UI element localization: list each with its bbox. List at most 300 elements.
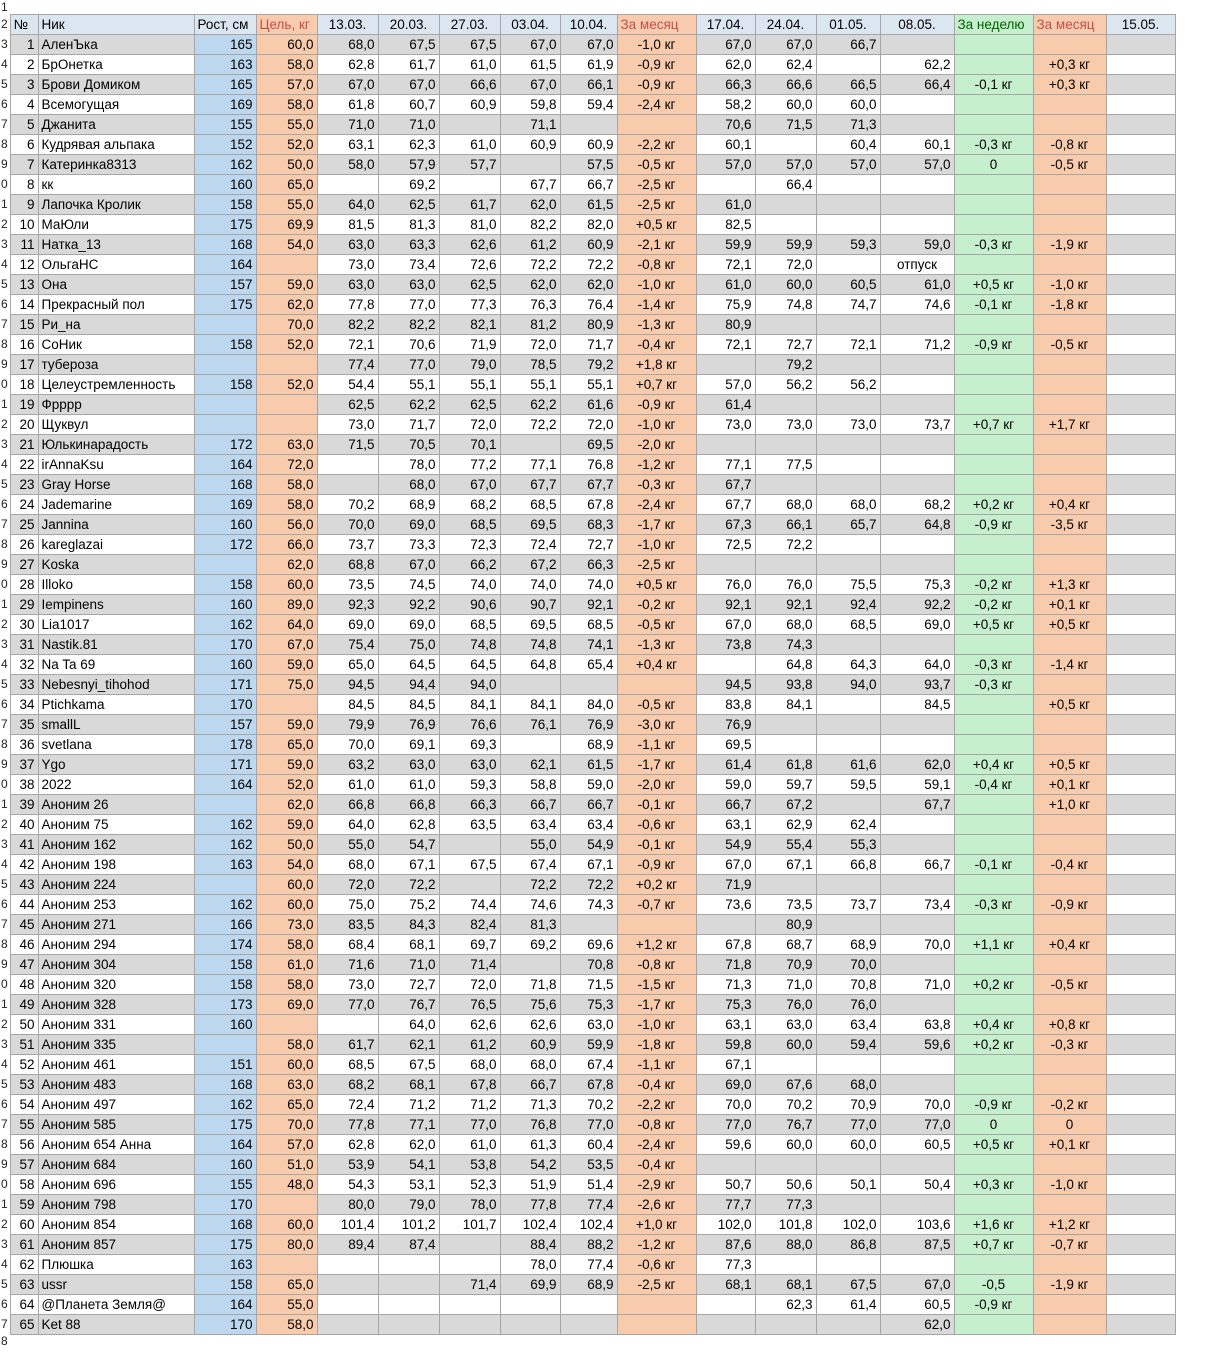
cell-weight[interactable]: 71,5 bbox=[755, 114, 816, 134]
cell-nick[interactable]: БрОнетка bbox=[38, 54, 194, 74]
cell-weight[interactable] bbox=[500, 734, 560, 754]
cell-weight[interactable]: 61,7 bbox=[317, 1034, 378, 1054]
cell-nick[interactable]: Аноним 798 bbox=[38, 1194, 194, 1214]
cell-weight[interactable]: 64,5 bbox=[378, 654, 439, 674]
cell-weight[interactable] bbox=[880, 914, 954, 934]
cell-weight[interactable] bbox=[378, 1294, 439, 1314]
cell-weight[interactable]: 73,0 bbox=[696, 414, 755, 434]
row-number[interactable]: 3 bbox=[0, 1034, 10, 1054]
cell-weight[interactable] bbox=[378, 1254, 439, 1274]
cell-height[interactable]: 152 bbox=[194, 134, 256, 154]
cell-week-change[interactable]: -0,5 bbox=[954, 1274, 1033, 1294]
cell-weight[interactable]: 62,0 bbox=[880, 754, 954, 774]
cell-week-change[interactable] bbox=[954, 394, 1033, 414]
cell-weight[interactable]: 65,7 bbox=[816, 514, 880, 534]
cell-nick[interactable]: Катеринка8313 bbox=[38, 154, 194, 174]
cell-goal[interactable]: 60,0 bbox=[256, 874, 317, 894]
cell-height[interactable] bbox=[194, 394, 256, 414]
cell-week-change[interactable] bbox=[954, 1054, 1033, 1074]
cell-num[interactable]: 32 bbox=[10, 654, 38, 674]
cell-month-change[interactable]: -1,0 кг bbox=[617, 274, 696, 294]
cell-month-change-2[interactable] bbox=[1033, 314, 1106, 334]
cell-weight[interactable] bbox=[816, 194, 880, 214]
cell-weight[interactable] bbox=[317, 1314, 378, 1334]
cell-weight[interactable]: 69,0 bbox=[880, 614, 954, 634]
cell-weight[interactable]: 55,1 bbox=[439, 374, 500, 394]
cell-weight[interactable]: 74,5 bbox=[378, 574, 439, 594]
cell-weight[interactable]: 64,8 bbox=[755, 654, 816, 674]
cell-weight[interactable] bbox=[1106, 34, 1175, 54]
cell-weight[interactable]: 78,0 bbox=[378, 454, 439, 474]
cell-weight[interactable] bbox=[1106, 254, 1175, 274]
cell-weight[interactable]: 50,1 bbox=[816, 1174, 880, 1194]
cell-month-change-2[interactable] bbox=[1033, 914, 1106, 934]
cell-weight[interactable]: 88,4 bbox=[500, 1234, 560, 1254]
cell-num[interactable]: 1 bbox=[10, 34, 38, 54]
cell-weight[interactable]: 60,1 bbox=[696, 134, 755, 154]
cell-weight[interactable]: 74,0 bbox=[500, 574, 560, 594]
cell-nick[interactable]: Аноним 224 bbox=[38, 874, 194, 894]
cell-weight[interactable] bbox=[880, 94, 954, 114]
cell-weight[interactable]: 72,1 bbox=[317, 334, 378, 354]
cell-weight[interactable] bbox=[816, 534, 880, 554]
cell-weight[interactable] bbox=[317, 1254, 378, 1274]
cell-weight[interactable]: 66,7 bbox=[560, 794, 617, 814]
cell-weight[interactable]: 69,7 bbox=[439, 934, 500, 954]
cell-weight[interactable]: 67,7 bbox=[696, 474, 755, 494]
cell-height[interactable]: 168 bbox=[194, 474, 256, 494]
cell-month-change-2[interactable]: +0,4 кг bbox=[1033, 934, 1106, 954]
cell-num[interactable]: 59 bbox=[10, 1194, 38, 1214]
cell-month-change[interactable]: -2,5 кг bbox=[617, 1274, 696, 1294]
cell-weight[interactable]: 71,0 bbox=[378, 954, 439, 974]
cell-week-change[interactable]: -0,4 кг bbox=[954, 774, 1033, 794]
cell-num[interactable]: 9 bbox=[10, 194, 38, 214]
cell-goal[interactable]: 70,0 bbox=[256, 1114, 317, 1134]
cell-weight[interactable]: 66,6 bbox=[755, 74, 816, 94]
cell-month-change-2[interactable] bbox=[1033, 734, 1106, 754]
cell-weight[interactable]: 60,9 bbox=[560, 234, 617, 254]
row-number[interactable]: 4 bbox=[0, 454, 10, 474]
cell-weight[interactable]: 69,5 bbox=[560, 434, 617, 454]
cell-week-change[interactable] bbox=[954, 54, 1033, 74]
cell-weight[interactable]: 77,0 bbox=[816, 1114, 880, 1134]
cell-weight[interactable] bbox=[1106, 214, 1175, 234]
cell-weight[interactable]: 67,0 bbox=[755, 34, 816, 54]
cell-weight[interactable] bbox=[880, 394, 954, 414]
cell-week-change[interactable] bbox=[954, 454, 1033, 474]
cell-weight[interactable]: 62,0 bbox=[378, 1134, 439, 1154]
row-number[interactable]: 1 bbox=[0, 1194, 10, 1214]
cell-weight[interactable]: 68,9 bbox=[560, 734, 617, 754]
cell-weight[interactable]: 75,9 bbox=[696, 294, 755, 314]
cell-weight[interactable]: 59,1 bbox=[880, 774, 954, 794]
row-number[interactable]: 5 bbox=[0, 274, 10, 294]
cell-goal[interactable]: 57,0 bbox=[256, 74, 317, 94]
cell-weight[interactable]: 69,0 bbox=[378, 614, 439, 634]
col-header-goal[interactable]: Цель, кг bbox=[256, 14, 317, 34]
cell-weight[interactable]: 74,0 bbox=[560, 574, 617, 594]
cell-weight[interactable]: 63,0 bbox=[317, 274, 378, 294]
cell-weight[interactable] bbox=[880, 734, 954, 754]
cell-weight[interactable]: 68,0 bbox=[317, 854, 378, 874]
cell-weight[interactable]: 87,6 bbox=[696, 1234, 755, 1254]
cell-goal[interactable]: 48,0 bbox=[256, 1174, 317, 1194]
cell-weight[interactable]: 79,0 bbox=[378, 1194, 439, 1214]
cell-week-change[interactable]: -0,1 кг bbox=[954, 294, 1033, 314]
cell-week-change[interactable]: +0,7 кг bbox=[954, 1234, 1033, 1254]
cell-num[interactable]: 53 bbox=[10, 1074, 38, 1094]
cell-weight[interactable]: 74,8 bbox=[439, 634, 500, 654]
cell-weight[interactable]: 69,6 bbox=[560, 934, 617, 954]
cell-weight[interactable]: 84,5 bbox=[317, 694, 378, 714]
cell-weight[interactable]: 74,3 bbox=[560, 894, 617, 914]
row-number[interactable]: 7 bbox=[0, 914, 10, 934]
cell-weight[interactable]: 57,7 bbox=[439, 154, 500, 174]
cell-height[interactable]: 163 bbox=[194, 54, 256, 74]
cell-weight[interactable]: 71,5 bbox=[560, 974, 617, 994]
col-header-date[interactable]: 27.03. bbox=[439, 14, 500, 34]
cell-month-change-2[interactable] bbox=[1033, 1254, 1106, 1274]
cell-month-change-2[interactable] bbox=[1033, 1294, 1106, 1314]
cell-month-change[interactable]: -1,1 кг bbox=[617, 1054, 696, 1074]
row-number[interactable]: 3 bbox=[0, 634, 10, 654]
cell-weight[interactable]: 70,9 bbox=[755, 954, 816, 974]
cell-month-change[interactable]: -2,1 кг bbox=[617, 234, 696, 254]
cell-weight[interactable]: 77,0 bbox=[378, 354, 439, 374]
cell-goal[interactable]: 65,0 bbox=[256, 1094, 317, 1114]
cell-weight[interactable]: 79,2 bbox=[560, 354, 617, 374]
cell-weight[interactable]: 92,3 bbox=[317, 594, 378, 614]
cell-height[interactable]: 175 bbox=[194, 1114, 256, 1134]
cell-month-change-2[interactable] bbox=[1033, 94, 1106, 114]
cell-weight[interactable] bbox=[1106, 754, 1175, 774]
row-number[interactable]: 2 bbox=[0, 814, 10, 834]
cell-weight[interactable]: 62,1 bbox=[378, 1034, 439, 1054]
cell-height[interactable] bbox=[194, 314, 256, 334]
cell-month-change-2[interactable] bbox=[1033, 254, 1106, 274]
row-number[interactable]: 6 bbox=[0, 294, 10, 314]
cell-weight[interactable] bbox=[500, 954, 560, 974]
cell-week-change[interactable]: +0,2 кг bbox=[954, 974, 1033, 994]
cell-weight[interactable]: 67,1 bbox=[755, 854, 816, 874]
cell-nick[interactable]: Аноним 497 bbox=[38, 1094, 194, 1114]
cell-weight[interactable]: 68,1 bbox=[755, 1274, 816, 1294]
cell-weight[interactable]: 67,8 bbox=[560, 1074, 617, 1094]
cell-weight[interactable]: 101,8 bbox=[755, 1214, 816, 1234]
cell-weight[interactable] bbox=[755, 1154, 816, 1174]
cell-weight[interactable] bbox=[1106, 694, 1175, 714]
cell-weight[interactable]: 92,1 bbox=[696, 594, 755, 614]
cell-weight[interactable] bbox=[696, 354, 755, 374]
cell-weight[interactable]: 70,8 bbox=[560, 954, 617, 974]
cell-month-change[interactable]: -1,4 кг bbox=[617, 294, 696, 314]
cell-weight[interactable]: 84,1 bbox=[755, 694, 816, 714]
cell-num[interactable]: 21 bbox=[10, 434, 38, 454]
cell-month-change[interactable]: -1,0 кг bbox=[617, 414, 696, 434]
cell-num[interactable]: 35 bbox=[10, 714, 38, 734]
cell-weight[interactable]: 77,7 bbox=[696, 1194, 755, 1214]
cell-weight[interactable]: 72,4 bbox=[500, 534, 560, 554]
cell-month-change-2[interactable] bbox=[1033, 994, 1106, 1014]
cell-weight[interactable] bbox=[1106, 94, 1175, 114]
cell-weight[interactable]: 60,5 bbox=[880, 1294, 954, 1314]
cell-weight[interactable] bbox=[816, 354, 880, 374]
row-number[interactable]: 2 bbox=[0, 414, 10, 434]
cell-nick[interactable]: Аноним 198 bbox=[38, 854, 194, 874]
cell-weight[interactable] bbox=[317, 1274, 378, 1294]
cell-height[interactable]: 175 bbox=[194, 1234, 256, 1254]
cell-month-change[interactable]: -1,8 кг bbox=[617, 1034, 696, 1054]
cell-weight[interactable]: 59,5 bbox=[816, 774, 880, 794]
cell-goal[interactable]: 62,0 bbox=[256, 794, 317, 814]
cell-goal[interactable]: 59,0 bbox=[256, 754, 317, 774]
cell-goal[interactable]: 50,0 bbox=[256, 154, 317, 174]
cell-num[interactable]: 63 bbox=[10, 1274, 38, 1294]
cell-weight[interactable]: 61,0 bbox=[439, 54, 500, 74]
cell-week-change[interactable]: -0,9 кг bbox=[954, 514, 1033, 534]
cell-weight[interactable] bbox=[1106, 1174, 1175, 1194]
row-number[interactable]: 4 bbox=[0, 1254, 10, 1274]
cell-weight[interactable]: 67,0 bbox=[378, 554, 439, 574]
cell-weight[interactable]: 80,9 bbox=[755, 914, 816, 934]
cell-weight[interactable]: 64,0 bbox=[317, 194, 378, 214]
cell-weight[interactable] bbox=[1106, 634, 1175, 654]
cell-height[interactable]: 158 bbox=[194, 954, 256, 974]
cell-height[interactable]: 160 bbox=[194, 1154, 256, 1174]
cell-month-change[interactable]: -2,0 кг bbox=[617, 434, 696, 454]
cell-weight[interactable] bbox=[1106, 1094, 1175, 1114]
cell-goal[interactable] bbox=[256, 1254, 317, 1274]
cell-weight[interactable]: 82,0 bbox=[560, 214, 617, 234]
cell-weight[interactable]: 77,0 bbox=[378, 294, 439, 314]
cell-weight[interactable]: 101,4 bbox=[317, 1214, 378, 1234]
cell-weight[interactable]: 61,4 bbox=[696, 754, 755, 774]
cell-weight[interactable]: 71,0 bbox=[317, 114, 378, 134]
cell-month-change[interactable] bbox=[617, 114, 696, 134]
cell-weight[interactable]: 64,0 bbox=[880, 654, 954, 674]
cell-num[interactable]: 42 bbox=[10, 854, 38, 874]
cell-weight[interactable]: 67,7 bbox=[560, 474, 617, 494]
cell-week-change[interactable] bbox=[954, 734, 1033, 754]
cell-height[interactable]: 158 bbox=[194, 974, 256, 994]
cell-month-change[interactable]: +1,0 кг bbox=[617, 1214, 696, 1234]
cell-weight[interactable] bbox=[317, 174, 378, 194]
cell-month-change-2[interactable]: +1,7 кг bbox=[1033, 414, 1106, 434]
cell-num[interactable]: 25 bbox=[10, 514, 38, 534]
cell-week-change[interactable]: -0,1 кг bbox=[954, 74, 1033, 94]
cell-week-change[interactable] bbox=[954, 814, 1033, 834]
cell-weight[interactable]: 66,4 bbox=[880, 74, 954, 94]
row-number[interactable]: 5 bbox=[0, 474, 10, 494]
cell-weight[interactable]: 86,8 bbox=[816, 1234, 880, 1254]
cell-weight[interactable] bbox=[1106, 1294, 1175, 1314]
cell-weight[interactable] bbox=[1106, 1254, 1175, 1274]
cell-weight[interactable]: 67,4 bbox=[500, 854, 560, 874]
cell-num[interactable]: 28 bbox=[10, 574, 38, 594]
cell-weight[interactable]: 75,6 bbox=[500, 994, 560, 1014]
cell-weight[interactable]: 72,2 bbox=[378, 874, 439, 894]
row-number[interactable]: 2 bbox=[0, 1214, 10, 1234]
cell-goal[interactable]: 55,0 bbox=[256, 114, 317, 134]
cell-weight[interactable] bbox=[1106, 1074, 1175, 1094]
cell-weight[interactable]: 67,5 bbox=[439, 854, 500, 874]
cell-weight[interactable] bbox=[816, 174, 880, 194]
cell-num[interactable]: 34 bbox=[10, 694, 38, 714]
cell-weight[interactable]: 60,4 bbox=[560, 1134, 617, 1154]
cell-weight[interactable]: 59,8 bbox=[500, 94, 560, 114]
cell-weight[interactable]: 59,6 bbox=[880, 1034, 954, 1054]
cell-weight[interactable]: 66,3 bbox=[439, 794, 500, 814]
cell-height[interactable]: 171 bbox=[194, 674, 256, 694]
cell-weight[interactable]: 75,0 bbox=[378, 634, 439, 654]
cell-weight[interactable]: 67,5 bbox=[378, 34, 439, 54]
cell-weight[interactable]: 77,1 bbox=[696, 454, 755, 474]
cell-weight[interactable] bbox=[755, 1254, 816, 1274]
cell-weight[interactable]: 53,8 bbox=[439, 1154, 500, 1174]
cell-num[interactable]: 6 bbox=[10, 134, 38, 154]
cell-month-change[interactable]: -0,9 кг bbox=[617, 74, 696, 94]
cell-goal[interactable]: 61,0 bbox=[256, 954, 317, 974]
cell-month-change-2[interactable]: -1,9 кг bbox=[1033, 1274, 1106, 1294]
cell-weight[interactable]: 66,6 bbox=[439, 74, 500, 94]
cell-month-change-2[interactable] bbox=[1033, 1054, 1106, 1074]
cell-weight[interactable] bbox=[560, 914, 617, 934]
cell-nick[interactable]: Ptichkama bbox=[38, 694, 194, 714]
cell-weight[interactable] bbox=[755, 874, 816, 894]
cell-weight[interactable]: 77,2 bbox=[439, 454, 500, 474]
cell-nick[interactable]: ОльгаНС bbox=[38, 254, 194, 274]
cell-weight[interactable]: 71,9 bbox=[696, 874, 755, 894]
cell-height[interactable]: 172 bbox=[194, 434, 256, 454]
cell-weight[interactable] bbox=[816, 214, 880, 234]
cell-weight[interactable]: 54,9 bbox=[560, 834, 617, 854]
cell-goal[interactable]: 62,0 bbox=[256, 294, 317, 314]
cell-nick[interactable]: Аноним 271 bbox=[38, 914, 194, 934]
cell-month-change-2[interactable]: -0,5 кг bbox=[1033, 334, 1106, 354]
cell-num[interactable]: 46 bbox=[10, 934, 38, 954]
cell-weight[interactable]: 92,2 bbox=[378, 594, 439, 614]
cell-weight[interactable]: 80,0 bbox=[317, 1194, 378, 1214]
cell-weight[interactable]: 74,8 bbox=[500, 634, 560, 654]
cell-goal[interactable] bbox=[256, 394, 317, 414]
cell-weight[interactable]: 68,0 bbox=[816, 494, 880, 514]
cell-num[interactable]: 18 bbox=[10, 374, 38, 394]
cell-month-change[interactable]: -1,0 кг bbox=[617, 534, 696, 554]
cell-week-change[interactable] bbox=[954, 874, 1033, 894]
row-number[interactable]: 8 bbox=[0, 134, 10, 154]
row-number[interactable]: 0 bbox=[0, 574, 10, 594]
cell-weight[interactable] bbox=[1106, 194, 1175, 214]
cell-month-change[interactable]: -0,4 кг bbox=[617, 1154, 696, 1174]
cell-weight[interactable]: 54,2 bbox=[500, 1154, 560, 1174]
row-number[interactable]: 8 bbox=[0, 1134, 10, 1154]
cell-weight[interactable]: 94,0 bbox=[439, 674, 500, 694]
cell-month-change[interactable]: -1,7 кг bbox=[617, 754, 696, 774]
cell-weight[interactable] bbox=[755, 194, 816, 214]
cell-weight[interactable]: 68,0 bbox=[439, 1054, 500, 1074]
cell-weight[interactable] bbox=[500, 154, 560, 174]
cell-num[interactable]: 16 bbox=[10, 334, 38, 354]
cell-height[interactable]: 162 bbox=[194, 154, 256, 174]
cell-weight[interactable]: 92,4 bbox=[816, 594, 880, 614]
cell-month-change-2[interactable] bbox=[1033, 474, 1106, 494]
cell-weight[interactable]: 69,5 bbox=[696, 734, 755, 754]
cell-goal[interactable]: 63,0 bbox=[256, 434, 317, 454]
row-number[interactable]: 5 bbox=[0, 874, 10, 894]
cell-weight[interactable]: 67,5 bbox=[378, 1054, 439, 1074]
cell-week-change[interactable] bbox=[954, 194, 1033, 214]
cell-weight[interactable]: 78,0 bbox=[439, 1194, 500, 1214]
cell-weight[interactable] bbox=[816, 1194, 880, 1214]
cell-weight[interactable] bbox=[1106, 574, 1175, 594]
cell-height[interactable]: 164 bbox=[194, 454, 256, 474]
cell-weight[interactable]: 76,5 bbox=[439, 994, 500, 1014]
cell-month-change-2[interactable] bbox=[1033, 554, 1106, 574]
cell-height[interactable]: 170 bbox=[194, 634, 256, 654]
cell-weight[interactable]: 66,3 bbox=[560, 554, 617, 574]
cell-weight[interactable]: 67,0 bbox=[880, 1274, 954, 1294]
cell-weight[interactable]: 54,1 bbox=[378, 1154, 439, 1174]
cell-month-change[interactable]: -0,8 кг bbox=[617, 954, 696, 974]
cell-weight[interactable]: 72,2 bbox=[500, 874, 560, 894]
cell-weight[interactable]: 76,6 bbox=[439, 714, 500, 734]
cell-num[interactable]: 40 bbox=[10, 814, 38, 834]
cell-weight[interactable] bbox=[696, 434, 755, 454]
cell-weight[interactable]: 67,2 bbox=[755, 794, 816, 814]
cell-weight[interactable] bbox=[439, 114, 500, 134]
cell-weight[interactable]: 64,8 bbox=[880, 514, 954, 534]
cell-num[interactable]: 33 bbox=[10, 674, 38, 694]
cell-weight[interactable] bbox=[1106, 614, 1175, 634]
cell-weight[interactable]: 61,0 bbox=[439, 134, 500, 154]
cell-weight[interactable]: 62,0 bbox=[500, 274, 560, 294]
cell-weight[interactable]: 73,7 bbox=[317, 534, 378, 554]
cell-num[interactable]: 55 bbox=[10, 1114, 38, 1134]
cell-weight[interactable]: 71,8 bbox=[500, 974, 560, 994]
cell-weight[interactable]: 61,8 bbox=[317, 94, 378, 114]
cell-weight[interactable] bbox=[560, 674, 617, 694]
cell-weight[interactable] bbox=[816, 1254, 880, 1274]
cell-week-change[interactable]: +0,2 кг bbox=[954, 1034, 1033, 1054]
cell-week-change[interactable]: -0,1 кг bbox=[954, 854, 1033, 874]
cell-weight[interactable]: 58,8 bbox=[500, 774, 560, 794]
row-number[interactable]: 6 bbox=[0, 1094, 10, 1114]
cell-nick[interactable]: Аноним 331 bbox=[38, 1014, 194, 1034]
cell-weight[interactable] bbox=[880, 834, 954, 854]
cell-weight[interactable]: 63,3 bbox=[378, 234, 439, 254]
cell-month-change-2[interactable] bbox=[1033, 634, 1106, 654]
cell-weight[interactable] bbox=[560, 114, 617, 134]
cell-num[interactable]: 12 bbox=[10, 254, 38, 274]
cell-weight[interactable] bbox=[1106, 734, 1175, 754]
cell-goal[interactable]: 58,0 bbox=[256, 474, 317, 494]
row-number[interactable]: 6 bbox=[0, 1294, 10, 1314]
cell-height[interactable] bbox=[194, 1034, 256, 1054]
cell-num[interactable]: 14 bbox=[10, 294, 38, 314]
cell-goal[interactable]: 59,0 bbox=[256, 814, 317, 834]
cell-weight[interactable]: 72,1 bbox=[696, 254, 755, 274]
cell-weight[interactable]: 54,4 bbox=[317, 374, 378, 394]
cell-weight[interactable]: 68,5 bbox=[500, 494, 560, 514]
cell-weight[interactable] bbox=[880, 874, 954, 894]
row-number[interactable]: 7 bbox=[0, 514, 10, 534]
cell-weight[interactable]: 63,1 bbox=[696, 1014, 755, 1034]
cell-nick[interactable]: Аноним 162 bbox=[38, 834, 194, 854]
cell-nick[interactable]: Аноним 684 bbox=[38, 1154, 194, 1174]
cell-month-change-2[interactable] bbox=[1033, 674, 1106, 694]
cell-weight[interactable]: 67,2 bbox=[500, 554, 560, 574]
